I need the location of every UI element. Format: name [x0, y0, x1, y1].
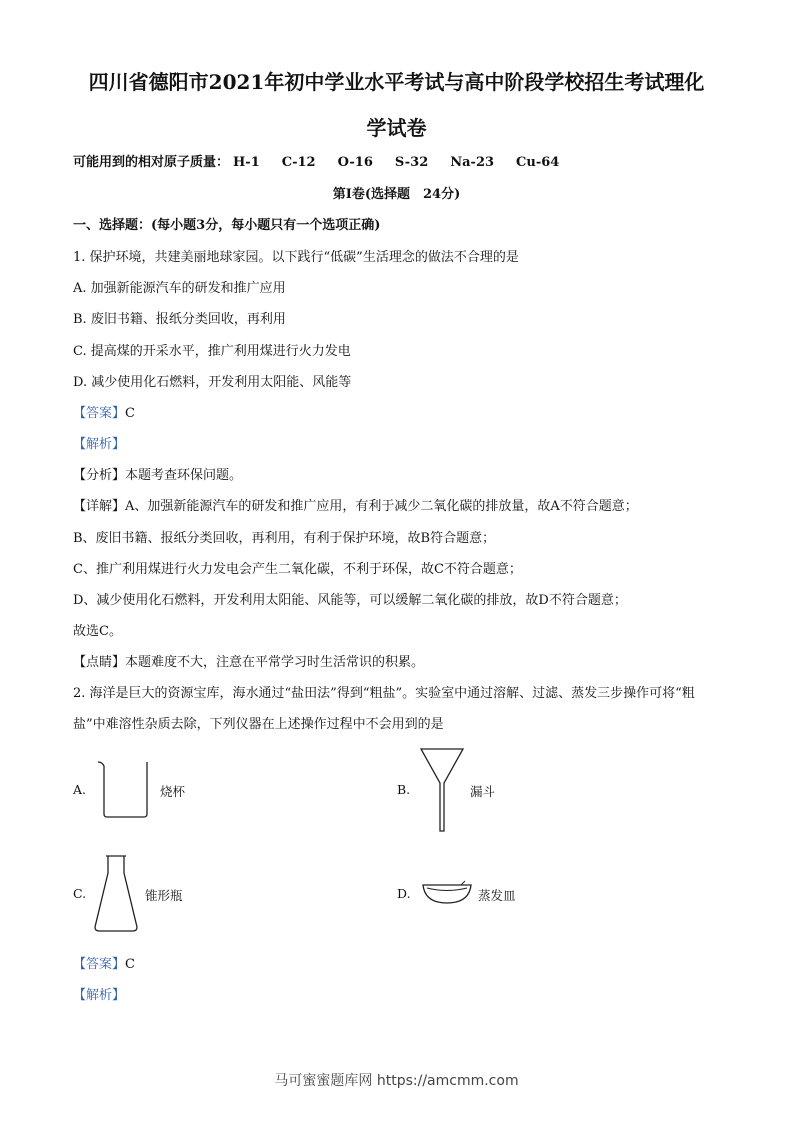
- xiangjie-line: B、废旧书籍、报纸分类回收，再利用，有利于保护环境，故B符合题意；: [73, 531, 496, 546]
- atomic-mass-line: [73, 151, 581, 170]
- xiangjie-line: D、减少使用化石燃料，开发利用太阳能、风能等，可以缓解二氧化碳的排放，故D不符合题意；: [73, 593, 627, 608]
- part-title: 一、选择题：(每小题3分，每小题只有一个选项正确): [73, 218, 381, 233]
- option-name: 锥形瓶: [145, 888, 183, 903]
- option-letter: B.: [397, 782, 411, 797]
- answer-value: C: [125, 957, 135, 972]
- option-b: B. 废旧书籍、报纸分类回收，再利用: [73, 312, 286, 327]
- xiangjie-line: [73, 495, 638, 514]
- fenxi-tag: 【分析】: [73, 468, 126, 483]
- answer-line: [73, 402, 135, 421]
- question-stem: 2. 海洋是巨大的资源宝库，海水通过“盐田法”得到“粗盐”。实验室中通过溶解、过滤、蒸发三步操作可将“粗: [73, 686, 695, 701]
- atomic-mass-item: Cu-64: [516, 155, 560, 170]
- dianjing-tag: 【点睛】: [73, 655, 126, 670]
- atomic-mass-item: S-32: [394, 155, 429, 170]
- option-name: 烧杯: [160, 784, 186, 799]
- option-name: 蒸发皿: [478, 888, 516, 903]
- atomic-mass-label: 可能用到的相对原子质量：: [73, 155, 230, 170]
- answer-tag: 【答案】: [73, 957, 126, 972]
- xiangjie-line: C、推广利用煤进行火力发电会产生二氧化碳，不利于环保，故C不符合题意；: [73, 562, 522, 577]
- page-title-continued: 学试卷: [366, 116, 427, 140]
- xiangjie-text: A、加强新能源汽车的研发和推广应用，有利于减少二氧化碳的排放量，故A不符合题意；: [125, 499, 638, 514]
- footer-watermark: 马可蜜蜜题库网 https://amcmm.com: [274, 1073, 519, 1089]
- xiangjie-line: 故选C。: [73, 624, 122, 639]
- atomic-mass-item: C-12: [281, 155, 316, 170]
- funnel-icon: [418, 745, 466, 835]
- answer-tag: 【答案】: [73, 406, 126, 421]
- option-a: A. 加强新能源汽车的研发和推广应用: [73, 281, 286, 296]
- answer-line: [73, 953, 135, 972]
- evaporating-dish-icon: [421, 879, 473, 907]
- section-title: 第I卷(选择题 24分): [332, 187, 461, 202]
- xiangjie-tag: 【详解】: [73, 499, 126, 514]
- fenxi-line: [73, 464, 242, 483]
- answer-value: C: [125, 406, 135, 421]
- atomic-mass-item: O-16: [337, 155, 373, 170]
- analysis-tag: 【解析】: [73, 437, 126, 452]
- atomic-mass-item: Na-23: [450, 155, 495, 170]
- option-letter: A.: [73, 782, 87, 797]
- analysis-tag: 【解析】: [73, 988, 126, 1003]
- dianjing-line: [73, 651, 424, 670]
- question-stem: 1. 保护环境，共建美丽地球家园。以下践行“低碳”生活理念的做法不合理的是: [73, 250, 519, 265]
- beaker-icon: [94, 758, 154, 820]
- option-name: 漏斗: [470, 784, 496, 799]
- option-d: D. 减少使用化石燃料，开发利用太阳能、风能等: [73, 375, 352, 390]
- option-c: C. 提高煤的开采水平，推广利用煤进行火力发电: [73, 344, 351, 359]
- option-letter: D.: [397, 886, 411, 901]
- fenxi-text: 本题考查环保问题。: [125, 468, 243, 483]
- conical-flask-icon: [92, 853, 140, 935]
- atomic-mass-item: H-1: [233, 155, 260, 170]
- page-title: 四川省德阳市2021年初中学业水平考试与高中阶段学校招生考试理化: [88, 70, 705, 94]
- question-stem-continued: 盐”中难溶性杂质去除，下列仪器在上述操作过程中不会用到的是: [73, 717, 444, 732]
- dianjing-text: 本题难度不大，注意在平常学习时生活常识的积累。: [125, 655, 425, 670]
- option-letter: C.: [73, 886, 87, 901]
